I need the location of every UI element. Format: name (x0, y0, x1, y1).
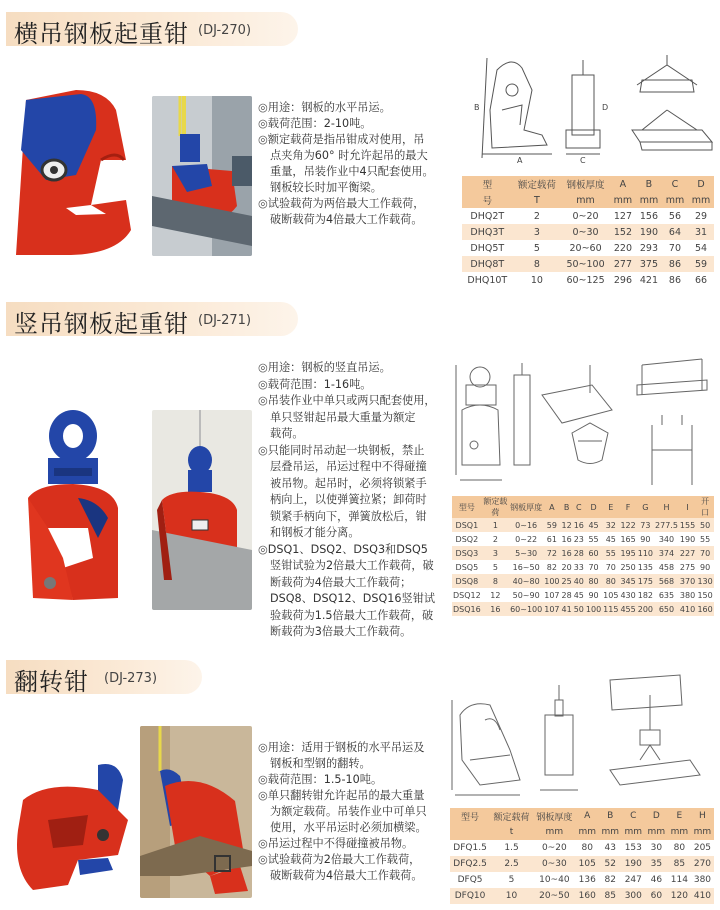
product-photo-dsq (18, 408, 128, 608)
desc-line: 断载荷为4倍最大工作载荷； (270, 575, 412, 589)
desc-line: ◎载荷范围：1.5-10吨。 (258, 773, 383, 786)
dim-label: A (517, 156, 523, 165)
desc-line: 和钢板才能分离。 (270, 526, 360, 539)
desc-line: 使用，水平吊运时必须加横梁。 (270, 821, 427, 834)
description (258, 740, 453, 884)
column-header: B (645, 178, 653, 190)
product-photo-dfq (8, 760, 138, 900)
desc-line: ◎用途：钢板的水平吊运。 (258, 101, 391, 114)
column-header: C (671, 178, 679, 190)
section-code: (DJ-271) (198, 313, 252, 328)
column-header: D (652, 811, 660, 821)
section-dfq (0, 640, 720, 910)
desc-line: 点夹角为60° 时允许起吊的最大 (270, 149, 428, 162)
desc-line: ◎DSQ1、DSQ2、DSQ3和DSQ5 (258, 542, 428, 556)
table-unit-row: 号 T mm mm mm mm mm (462, 192, 714, 208)
table-row: DSQ1 1 0~16 59 12 16 45 32 122 73 277.5 155 50 (452, 518, 714, 532)
column-header: 额定载荷 (517, 180, 556, 191)
section-code: (DJ-273) (104, 671, 158, 686)
column-header: 开口 (701, 497, 710, 517)
desc-line: ◎载荷范围：2-10吨。 (258, 117, 372, 130)
column-header: F (625, 502, 631, 512)
spec-table-dhq (462, 176, 714, 288)
desc-line: ◎吊装作业中单只或两只配套使用， (258, 394, 436, 407)
table-row: DHQ8T 8 50~100 277 375 86 59 (462, 256, 714, 272)
table-header-row (450, 808, 714, 824)
desc-line: 钢板和型钢的翻转。 (270, 757, 371, 770)
section-title: 竖吊钢板起重钳 (14, 310, 189, 338)
desc-line: 断载荷为3倍最大工作载荷。 (270, 625, 412, 638)
section-title-bar (6, 302, 298, 336)
desc-line: 载荷。 (270, 427, 304, 440)
description (258, 360, 448, 641)
table-row: DSQ8 8 40~80 100 25 40 80 80 345 175 568 370 130 (452, 574, 714, 588)
desc-line: 验载荷为1.5倍最大工作载荷，破 (270, 608, 434, 622)
column-header: H (663, 502, 670, 512)
spec-table-dsq (452, 496, 714, 616)
column-header: A (619, 178, 627, 190)
desc-line: ◎只能同时吊动起一块钢板，禁止 (258, 443, 425, 457)
table-row: DSQ3 3 5~30 72 16 28 60 55 195 110 374 227 70 (452, 546, 714, 560)
table-row: DHQ2T 2 0~20 127 156 56 29 (462, 208, 714, 224)
table-row: DFQ2.5 2.5 0~30 105 52 190 35 85 270 (450, 856, 714, 872)
column-header: C (576, 502, 582, 512)
column-header: 型 (482, 180, 493, 191)
dim-label: C (580, 156, 586, 165)
desc-line: ◎单只翻转钳允许起吊的最大重量 (258, 789, 425, 802)
column-header: C (630, 811, 637, 821)
dim-label: B (474, 103, 480, 112)
desc-line: 重量，吊装作业中4只配套使用。 (270, 165, 434, 178)
table-row: DHQ10T 10 60~125 296 421 86 66 (462, 272, 714, 288)
desc-line: ◎额定载荷是指吊钳成对使用，吊 (258, 133, 425, 146)
table-row: DSQ16 16 60~100 107 41 50 100 115 455 200 650 410 160 (452, 602, 714, 616)
technical-drawing-dsq (452, 355, 714, 493)
technical-drawing-dfq (450, 660, 714, 820)
column-header: E (608, 502, 614, 512)
column-header: D (590, 502, 597, 512)
desc-line: ◎用途：适用于钢板的水平吊运及 (258, 741, 425, 754)
section-title: 横吊钢板起重钳 (14, 20, 189, 48)
table-unit-row: t mm mm mm mm mm mm mm (450, 824, 714, 840)
dim-label: D (602, 103, 609, 112)
section-dsq (0, 300, 720, 640)
description (258, 100, 453, 228)
desc-line: 被吊物。起吊时，必须将锁紧手 (270, 476, 427, 490)
column-header: A (584, 811, 591, 821)
column-header: 型号 (458, 502, 475, 512)
desc-line: 为额定载荷。吊装作业中可单只 (270, 805, 427, 818)
section-title-bar (6, 660, 202, 694)
table-row: DHQ3T 3 0~30 152 190 64 31 (462, 224, 714, 240)
table-row: DFQ5 5 10~40 136 82 247 46 114 380 (450, 872, 714, 888)
product-photo-dhq (6, 90, 146, 260)
table-header-row (452, 496, 714, 518)
desc-line: ◎载荷范围：1-16吨。 (258, 377, 372, 391)
desc-line: DSQ8、DSQ12、DSQ16竖钳试 (270, 592, 436, 605)
desc-line: 破断载荷为4倍最大工作载荷。 (270, 213, 423, 226)
desc-line: 单只竖钳起吊最大重量为额定 (270, 410, 416, 424)
table-header-row (462, 176, 714, 192)
table-row: DSQ5 5 16~50 82 20 33 70 70 250 135 458 275 90 (452, 560, 714, 574)
table-row: DSQ2 2 0~22 61 16 23 55 45 165 90 340 190 55 (452, 532, 714, 546)
desc-line: 锁紧手柄向下，弹簧放松后，钳 (270, 509, 427, 523)
table-row: DFQ1.5 1.5 0~20 80 43 153 30 80 205 (450, 840, 714, 856)
column-header: 额定载荷 (483, 497, 508, 517)
section-title-bar (6, 12, 298, 46)
table-row: DFQ10 10 20~50 160 85 300 60 120 410 (450, 888, 714, 904)
desc-line: 破断载荷为4倍最大工作载荷。 (270, 869, 423, 882)
column-header: B (607, 811, 614, 821)
desc-line: 柄向上，以使弹簧拉紧；卸荷时 (270, 493, 427, 506)
section-code: (DJ-270) (198, 23, 252, 38)
column-header: 钢板厚度 (510, 502, 543, 512)
desc-line: 层叠吊运，吊运过程中不得碰撞 (270, 460, 427, 473)
usage-photo-dhq (152, 96, 252, 256)
desc-line: ◎吊运过程中不得碰撞被吊物。 (258, 837, 414, 850)
column-header: B (563, 502, 570, 512)
column-header: D (697, 178, 705, 190)
section-title: 翻转钳 (14, 668, 89, 696)
column-header: 钢板厚度 (566, 180, 605, 191)
column-header: E (676, 811, 683, 821)
column-header: 额定载荷 (493, 812, 530, 823)
desc-line: 竖钳试验为2倍最大工作载荷，破 (270, 559, 434, 572)
spec-table-dfq (450, 808, 714, 904)
column-header: 钢板厚度 (536, 812, 573, 823)
desc-line: ◎用途：钢板的竖直吊运。 (258, 361, 391, 374)
table-row: DHQ5T 5 20~60 220 293 70 54 (462, 240, 714, 256)
column-header: A (549, 502, 555, 512)
desc-line: ◎试验载荷为两倍最大工作载荷， (258, 197, 425, 210)
technical-drawing-dhq (462, 50, 714, 168)
section-dhq (0, 0, 720, 300)
column-header: I (686, 502, 689, 512)
desc-line: ◎试验载荷为2倍最大工作载荷， (258, 853, 421, 866)
column-header: 型号 (461, 812, 480, 823)
column-header: G (642, 502, 649, 512)
usage-photo-dfq (140, 726, 252, 898)
column-header: H (699, 811, 706, 821)
table-row: DSQ12 12 50~90 107 28 45 90 105 430 182 635 380 150 (452, 588, 714, 602)
usage-photo-dsq (152, 410, 252, 610)
desc-line: 钢板较长时加平衡梁。 (270, 181, 382, 194)
